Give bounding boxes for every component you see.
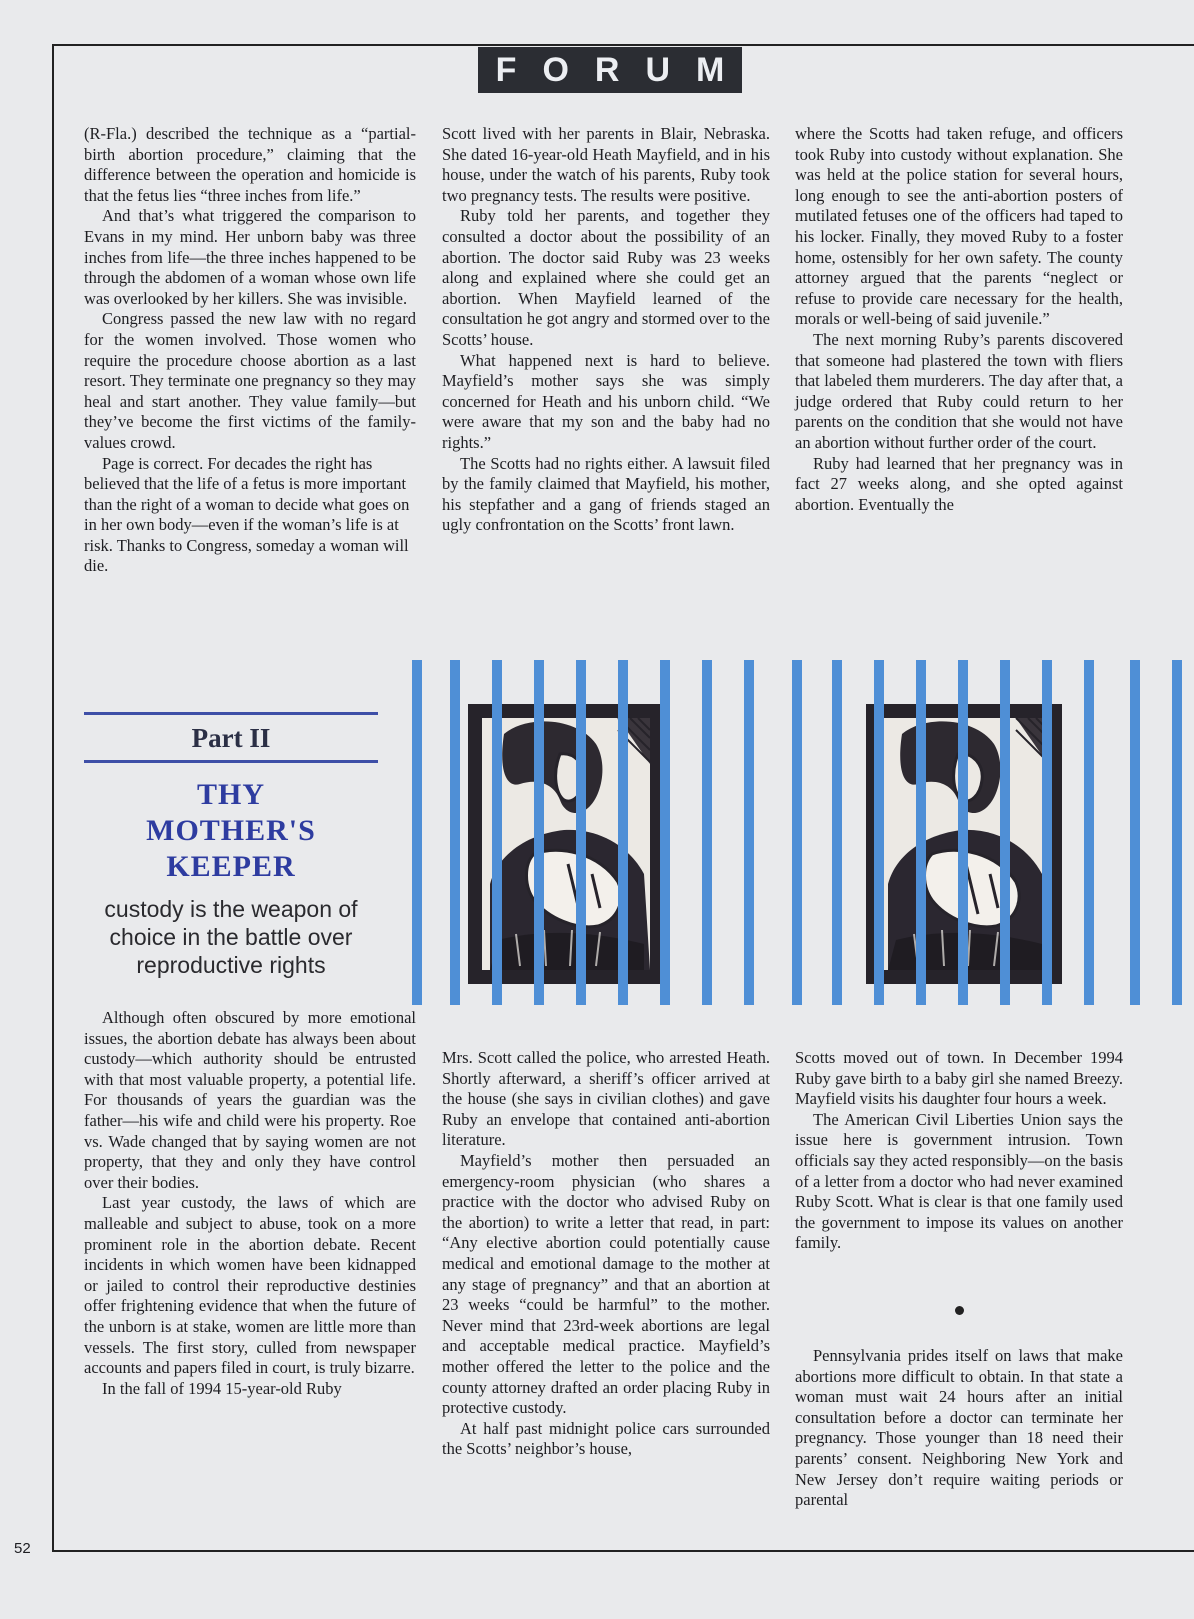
section-title-line: KEEPER — [166, 850, 296, 883]
section-title-line: THY — [196, 778, 265, 811]
paragraph: Mayfield’s mother then persuaded an emergency-room physician (who shares a practice with the doctor who advised Ruby on the abortion) to write a letter that read, in part: “Any elective abortion could potentially cause medical and emotional damage to the mother at any stage of pregnancy” and that an abortion at 23 weeks “could be harmful” to the mother. Never mind that 23rd-week abortions are legal and acceptable medical practice. Mayfield’s mother offered the letter to the police and the county attorney drafted an order placing Ruby in protective custody. — [442, 1150, 770, 1418]
section-subhead: custody is the weapon of choice in the battle over reproductive rights — [104, 896, 358, 978]
paragraph: What happened next is hard to believe. Mayfield’s mother says she was simply concerned for Heath and his unborn child. “We were aware that my son and the baby had no rights.” — [442, 350, 770, 452]
part-title: Part II — [191, 723, 271, 753]
paragraph: Congress passed the new law with no regard for the women involved. Those women who require the procedure choose abortion as a last resort. They terminate one pregnancy so they may heal and start another. They value family—but they’ve become the first victims of the family-values crowd. — [84, 309, 416, 452]
column-3-end — [795, 1346, 1123, 1511]
column-3-bottom — [795, 1048, 1123, 1254]
section-title-line: MOTHER'S — [146, 814, 316, 847]
column-1-top — [84, 124, 416, 577]
paragraph: At half past midnight police cars surrounded the Scotts’ neighbor’s house, — [442, 1418, 770, 1459]
section-header — [84, 712, 378, 979]
paragraph: The Scotts had no rights either. A lawsuit filed by the family claimed that Mayfield, his mother, his stepfather and a gang of friends staged an ugly confrontation on the Scotts’ front lawn. — [442, 453, 770, 535]
paragraph: Scotts moved out of town. In December 1994 Ruby gave birth to a baby girl she named Breezy. Mayfield visits his daughter four hours a week. — [795, 1048, 1123, 1109]
paragraph: Pennsylvania prides itself on laws that make abortions more difficult to obtain. In that state a woman must wait 24 hours after an initial consultation before a doctor can terminate her pregnancy. Those younger than 18 need their parents’ consent. Neighboring New York and New Jersey don’t require waiting periods or parental — [795, 1346, 1123, 1510]
divider-rule — [84, 760, 378, 763]
page-number: 52 — [14, 1540, 31, 1557]
paragraph: Mrs. Scott called the police, who arrested Heath. Shortly afterward, a sheriff’s officer arrived at the house (she says in civilian clothes) and gave Ruby an envelope that contained anti-abortion literature. — [442, 1048, 770, 1150]
paragraph: Last year custody, the laws of which are malleable and subject to abuse, took on a more prominent role in the abortion debate. Recent incidents in which women have been kidnapped or jailed to control their reproductive destinies offer frightening evidence that when the future of the unborn is at stake, women are little more than vessels. The first story, culled from newspaper accounts and papers filed in court, is truly bizarre. — [84, 1193, 416, 1378]
column-2-bottom — [442, 1048, 770, 1460]
paragraph: Ruby had learned that her pregnancy was in fact 27 weeks along, and she opted against abortion. Eventually the — [795, 453, 1123, 514]
paragraph: And that’s what triggered the comparison to Evans in my mind. Her unborn baby was three inches from life—the three inches happened to be through the abdomen of a woman whose own life was overlooked by her killers. She was invisible. — [84, 206, 416, 308]
paragraph: Page is correct. For decades the right has believed that the life of a fetus is more important than the right of a woman to decide what goes on in her own body—even if the woman’s life is at risk. Thanks to Congress, someday a woman will die. — [84, 453, 410, 576]
forum-banner: FORUM — [478, 47, 742, 93]
paragraph: The American Civil Liberties Union says the issue here is government intrusion. Town officials say they acted responsibly—on the basis of a letter from a doctor who had never examined Ruby Scott. What is clear is that one family used the government to impose its values on another family. — [795, 1109, 1123, 1253]
paragraph: (R-Fla.) described the technique as a “partial-birth abortion procedure,” claiming that the difference between the operation and homicide is that the fetus lies “three inches from life.” — [84, 124, 416, 205]
column-1-bottom — [84, 1008, 416, 1399]
paragraph: Although often obscured by more emotional issues, the abortion debate has always been about custody—which authority should be entrusted with that most valuable property, a potential life. For thousands of years the guardian was the father—his wife and child were his property. Roe vs. Wade changed that by saying women are not property, that they and only they have control over their bodies. — [84, 1008, 416, 1192]
paragraph: where the Scotts had taken refuge, and officers took Ruby into custody without explanation. She was held at the police station for several hours, long enough to see the anti-abortion posters of mutilated fetuses one of the officers had taped to his locker. Finally, they moved Ruby to a foster home, ostensibly for her own safety. The county attorney argued that the parents “neglect or refuse to provide care necessary for the health, morals or well-being of said juvenile.” — [795, 124, 1123, 329]
paragraph: The next morning Ruby’s parents discovered that someone had plastered the town with fliers that labeled them murderers. The day after that, a judge ordered that Ruby could return to her parents on the condition that she would not have an abortion without further order of the court. — [795, 329, 1123, 452]
section-break-dot — [955, 1306, 964, 1315]
column-3-top — [795, 124, 1123, 515]
paragraph: In the fall of 1994 15-year-old Ruby — [102, 1378, 342, 1398]
barred-window-illustration — [412, 660, 1194, 1012]
paragraph: Scott lived with her parents in Blair, Nebraska. She dated 16-year-old Heath Mayfield, and in his house, under the watch of his parents, Ruby took two pregnancy tests. The results were positive. — [442, 124, 770, 205]
section-title — [84, 777, 378, 885]
column-2-top — [442, 124, 770, 536]
paragraph: Ruby told her parents, and together they consulted a doctor about the possibility of an abortion. The doctor said Ruby was 23 weeks along and explained where she could get an abortion. When Mayfield learned of the consultation he got angry and stormed over to the Scotts’ house. — [442, 206, 770, 349]
